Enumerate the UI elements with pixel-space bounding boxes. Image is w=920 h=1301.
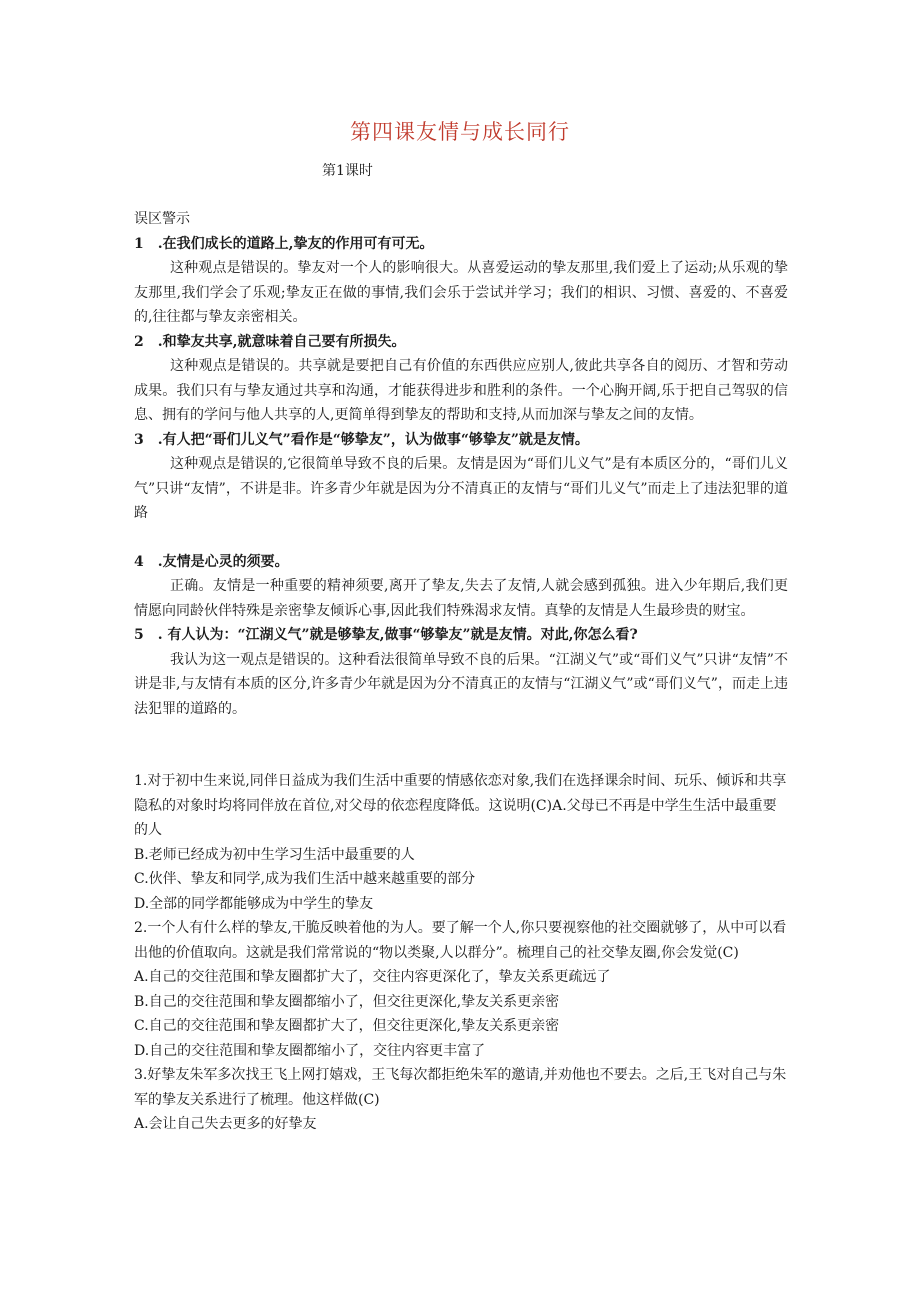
misconception-heading: 4 .友情是心灵的须要。 (134, 553, 289, 570)
misconception-body: 我认为这一观点是错误的。这种看法很简单导致不良的后果。“江湖义气”或“哥们义气”只讲“友情”不讲是非,与友情有本质的区分,许多青少年就是因为分不清真正的友情与“江湖义气”或“哥们义气”，而走上违法犯罪的道路的。 (134, 651, 788, 717)
misconception-heading: 1 .在我们成长的道路上,挚友的作用可有可无。 (134, 235, 434, 252)
question-line: 1.对于初中生来说,同伴日益成为我们生活中重要的情感依恋对象,我们在选择课余时间、玩乐、倾诉和共享隐私的对象时均将同伴放在首位,对父母的依恋程度降低。这说明(C)A.父母已不再是中学生生活中最重要的人 (134, 773, 787, 838)
misconception-heading: 3 .有人把“哥们儿义气”看作是“够挚友”，认为做事“够挚友”就是友情。 (134, 431, 589, 448)
question-option: B.老师已经成为初中生学习生活中最重要的人 (134, 846, 415, 863)
spacer (134, 526, 788, 550)
question-option: B.自己的交往范围和挚友圈都缩小了，但交往更深化,挚友关系更亲密 (134, 993, 560, 1010)
misconception-body: 这种观点是错误的。共享就是要把自己有价值的东西供应应别人,彼此共享各自的阅历、才智和劳动成果。我们只有与挚友通过共享和沟通，才能获得进步和胜利的条件。一个心胸开阔,乐于把自己驾驭的信息、拥有的学问与他人共享的人,更简单得到挚友的帮助和支持,从而加深与挚友之间的友情。 (134, 358, 788, 423)
question-option: A.自己的交往范围和挚友圈都扩大了，交往内容更深化了，挚友关系更疏远了 (134, 969, 611, 985)
question-option: C.自己的交往范围和挚友圈都扩大了，但交往更深化,挚友关系更亲密 (134, 1018, 560, 1034)
misconception-body: 正确。友情是一种重要的精神须要,离开了挚友,失去了友情,人就会感到孤独。进入少年期后,我们更情愿向同龄伙伴特殊是亲密挚友倾诉心事,因此我们特殊渴求友情。真挚的友情是人生最珍贵的财宝。 (134, 578, 788, 619)
misconception-body: 这种观点是错误的。挚友对一个人的影响很大。从喜爱运动的挚友那里,我们爱上了运动;从乐观的挚友那里,我们学会了乐观;挚友正在做的事情,我们会乐于尝试并学习；我们的相识、习惯、喜爱的、不喜爱的,往往都与挚友亲密相关。 (134, 260, 788, 325)
lesson-subtitle: 第1课时 (322, 163, 373, 179)
question-option: D.全部的同学都能够成为中学生的挚友 (134, 895, 374, 912)
question-line: 2.一个人有什么样的挚友,干脆反映着他的为人。要了解一个人,你只要视察他的社交圈就够了，从中可以看出他的价值取向。这就是我们常常说的“物以类聚,人以群分”。梳理自己的社交挚友圈,你会发觉(C) (134, 920, 787, 961)
misconception-body: 这种观点是错误的,它很简单导致不良的后果。友情是因为“哥们儿义气”是有本质区分的，“哥们儿义气”只讲“友情”，不讲是非。许多青少年就是因为分不清真正的友情与“哥们儿义气”而走上了违法犯罪的道路 (134, 456, 788, 521)
section-label: 误区警示 (134, 211, 190, 227)
spacer (134, 721, 788, 769)
question-option: C.伙伴、挚友和同学,成为我们生活中越来越重要的部分 (134, 871, 476, 887)
page-title: 第四课友情与成长同行 (350, 120, 570, 144)
misconception-heading: 5 . 有人认为：“江湖义气”就是够挚友,做事“够挚友”就是友情。对此,你怎么看? (134, 627, 638, 643)
document-body (134, 207, 788, 1137)
question-option: D.自己的交往范围和挚友圈都缩小了，交往内容更丰富了 (134, 1042, 486, 1059)
question-line: 3.好挚友朱军多次找王飞上网打嬉戏，王飞每次都拒绝朱军的邀请,并劝他也不要去。之后,王飞对自己与朱军的挚友关系进行了梳理。他这样做(C) (134, 1067, 787, 1108)
question-option: A.会让自己失去更多的好挚友 (134, 1116, 317, 1132)
misconception-heading: 2 .和挚友共享,就意味着自己要有所损失。 (134, 333, 406, 350)
